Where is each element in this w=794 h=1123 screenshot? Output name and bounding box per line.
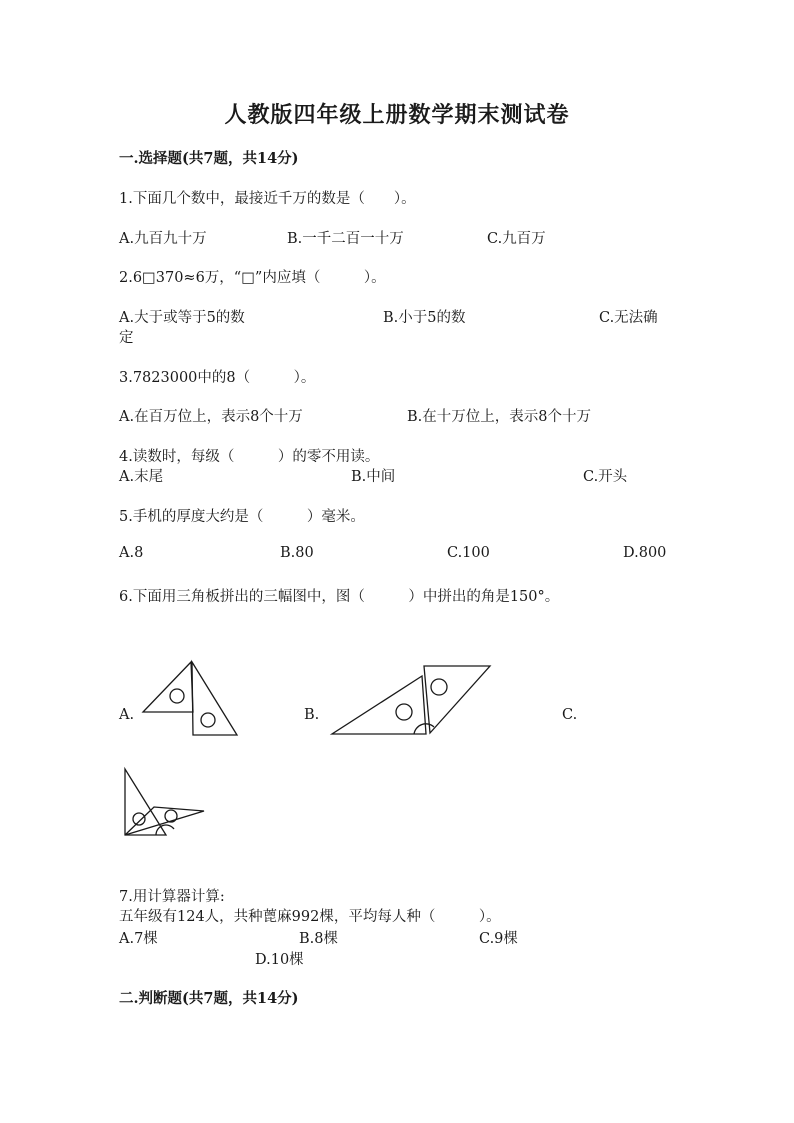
question-7-option-a[interactable]: A.7棵 xyxy=(119,931,158,947)
question-6-option-b[interactable]: B. xyxy=(304,707,320,723)
section-heading-choice: 一.选择题(共7题，共14分) xyxy=(119,150,299,167)
question-6-stem: 6.下面用三角板拼出的三幅图中，图（ ）中拼出的角是150°。 xyxy=(119,589,560,605)
question-6-option-a[interactable]: A. xyxy=(119,707,135,723)
question-1-option-c[interactable]: C.九百万 xyxy=(487,231,546,247)
question-2-option-a[interactable]: A.大于或等于5的数 xyxy=(119,310,245,326)
set-square-figure-a xyxy=(140,660,240,738)
question-7-option-c[interactable]: C.9棵 xyxy=(479,931,518,947)
question-5-stem: 5.手机的厚度大约是（ ）毫米。 xyxy=(119,509,365,525)
question-7-option-b[interactable]: B.8棵 xyxy=(299,931,338,947)
question-2-option-c-wrap: 定 xyxy=(119,330,134,346)
question-4-option-a[interactable]: A.末尾 xyxy=(119,469,164,485)
question-5-option-d[interactable]: D.800 xyxy=(623,545,667,561)
question-3-stem: 3.7823000中的8（ ）。 xyxy=(119,370,316,386)
question-7-option-d[interactable]: D.10棵 xyxy=(255,952,304,968)
question-3-option-a[interactable]: A.在百万位上，表示8个十万 xyxy=(119,409,303,425)
question-5-option-a[interactable]: A.8 xyxy=(119,545,144,561)
question-3-option-b[interactable]: B.在十万位上，表示8个十万 xyxy=(407,409,591,425)
question-2-option-b[interactable]: B.小于5的数 xyxy=(383,310,466,326)
question-7-stem: 7.用计算器计算: xyxy=(119,889,225,905)
question-4-option-c[interactable]: C.开头 xyxy=(583,469,628,485)
set-square-figure-b xyxy=(330,664,494,736)
question-2-option-c[interactable]: C.无法确 xyxy=(599,310,658,326)
question-5-option-c[interactable]: C.100 xyxy=(447,545,490,561)
question-7-stem-detail: 五年级有124人，共种蓖麻992棵，平均每人种（ ）。 xyxy=(119,909,501,925)
question-4-stem: 4.读数时，每级（ ）的零不用读。 xyxy=(119,449,380,465)
question-1-stem: 1.下面几个数中，最接近千万的数是（ ）。 xyxy=(119,191,416,207)
question-6-option-c[interactable]: C. xyxy=(562,707,578,723)
section-heading-true-false: 二.判断题(共7题，共14分) xyxy=(119,990,299,1007)
question-5-option-b[interactable]: B.80 xyxy=(280,545,314,561)
page-title: 人教版四年级上册数学期末测试卷 xyxy=(224,102,570,128)
question-2-stem: 2.6□370≈6万，“□”内应填（ ）。 xyxy=(119,270,386,286)
question-4-option-b[interactable]: B.中间 xyxy=(351,469,396,485)
question-1-option-b[interactable]: B.一千二百一十万 xyxy=(287,231,404,247)
question-1-option-a[interactable]: A.九百九十万 xyxy=(119,231,207,247)
set-square-figure-c xyxy=(122,767,208,837)
